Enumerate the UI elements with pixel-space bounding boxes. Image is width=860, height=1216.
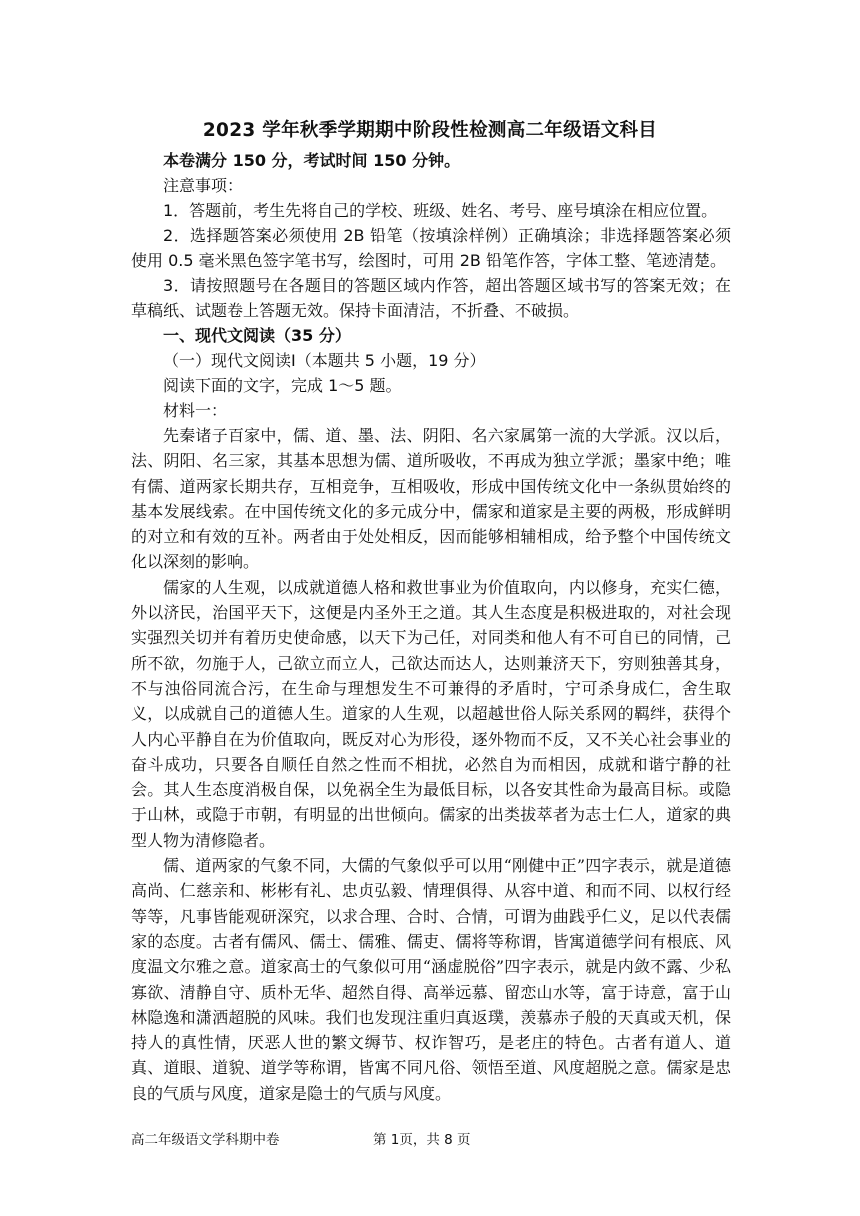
article-paragraph: 儒家的人生观，以成就道德人格和救世事业为价值取向，内以修身，充实仁德，外以济民，治国平天下，这便是内圣外王之道。其人生态度是积极进取的，对社会现实强烈关切并有着历史使命感，以天下为己任，对同类和他人有不可自已的同情，己所不欲，勿施于人，己欲立而立人，己欲达而达人，达则兼济天下，穷则独善其身，不与浊俗同流合污，在生命与理想发生不可兼得的矛盾时，宁可杀身成仁，舍生取义，以成就自己的道德人生。道家的人生观，以超越世俗人际关系网的羁绊，获得个人内心平静自在为价值取向，既反对心为形役，逐外物而不反，又不关心社会事业的奋斗成功，只要各自顺任自然之性而不相扰，必然自为而相因，成就和谐宁静的社会。其人生态度消极自保，以免祸全生为最低目标，以各安其性命为最高目标。或隐于山林，或隐于市朝，有明显的出世倾向。儒家的出类拔萃者为志士仁人，道家的典型人物为清修隐者。 xyxy=(131,577,731,850)
section-subheading: （一）现代文阅读Ⅰ（本题共 5 小题，19 分） xyxy=(163,351,486,370)
footer-page-number: 第 1页，共 8 页 xyxy=(373,1132,471,1148)
reading-article xyxy=(131,423,731,1106)
section-heading: 一、现代文阅读（35 分） xyxy=(163,326,351,345)
notice-item-3: 3．请按照题号在各题目的答题区域内作答，超出答题区域书写的答案无效；在草稿纸、试题卷上答题无效。保持卡面清洁，不折叠、不破损。 xyxy=(131,276,731,320)
notice-item-2: 2．选择题答案必须使用 2B 铅笔（按填涂样例）正确填涂；非选择题答案必须使用 0.5 毫米黑色签字笔书写，绘图时，可用 2B 铅笔作答，字体工整、笔迹清楚。 xyxy=(131,226,731,270)
article-paragraph: 儒、道两家的气象不同，大儒的气象似乎可以用“刚健中正”四字表示，就是道德高尚、仁慈亲和、彬彬有礼、忠贞弘毅、情理俱得、从容中道、和而不同、以权行经等等，凡事皆能观研深究，以求合理、合时、合情，可谓为曲践乎仁义，足以代表儒家的态度。古者有儒风、儒士、儒雅、儒吏、儒将等称谓，皆寓道德学问有根底、风度温文尔雅之意。道家高士的气象似可用“涵虚脱俗”四字表示，就是内敛不露、少私寡欲、清静自守、质朴无华、超然自得、高举远慕、留恋山水等，富于诗意，富于山林隐逸和潇洒超脱的风味。我们也发现注重归真返璞，羡慕赤子般的天真或天机，保持人的真性情，厌恶人世的繁文缛节、权诈智巧，是老庄的特色。古者有道人、道真、道眼、道貌、道学等称谓，皆寓不同凡俗、领悟至道、风度超脱之意。儒家是忠良的气质与风度，道家是隐士的气质与风度。 xyxy=(131,856,731,1103)
material-label: 材料一： xyxy=(163,401,228,420)
article-paragraph: 先秦诸子百家中，儒、道、墨、法、阴阳、名六家属第一流的大学派。汉以后，法、阴阳、名三家，其基本思想为儒、道所吸收，不再成为独立学派；墨家中绝；唯有儒、道两家长期共存，互相竞争，互相吸收，形成中国传统文化中一条纵贯始终的基本发展线索。在中国传统文化的多元成分中，儒家和道家是主要的两极，形成鲜明的对立和有效的互补。两者由于处处相反，因而能够相辅相成，给予整个中国传统文化以深刻的影响。 xyxy=(131,426,731,572)
notice-title: 注意事项： xyxy=(163,176,244,195)
reading-instruction: 阅读下面的文字，完成 1～5 题。 xyxy=(163,376,402,395)
score-time-line: 本卷满分 150 分，考试时间 150 分钟。 xyxy=(163,151,461,170)
footer-exam-name: 高二年级语文学科期中卷 xyxy=(131,1132,280,1148)
notice-item-1: 1．答题前，考生先将自己的学校、班级、姓名、考号、座号填涂在相应位置。 xyxy=(163,201,718,220)
exam-title: 2023 学年秋季学期期中阶段性检测高二年级语文科目 xyxy=(202,120,658,141)
exam-content xyxy=(131,148,731,1106)
